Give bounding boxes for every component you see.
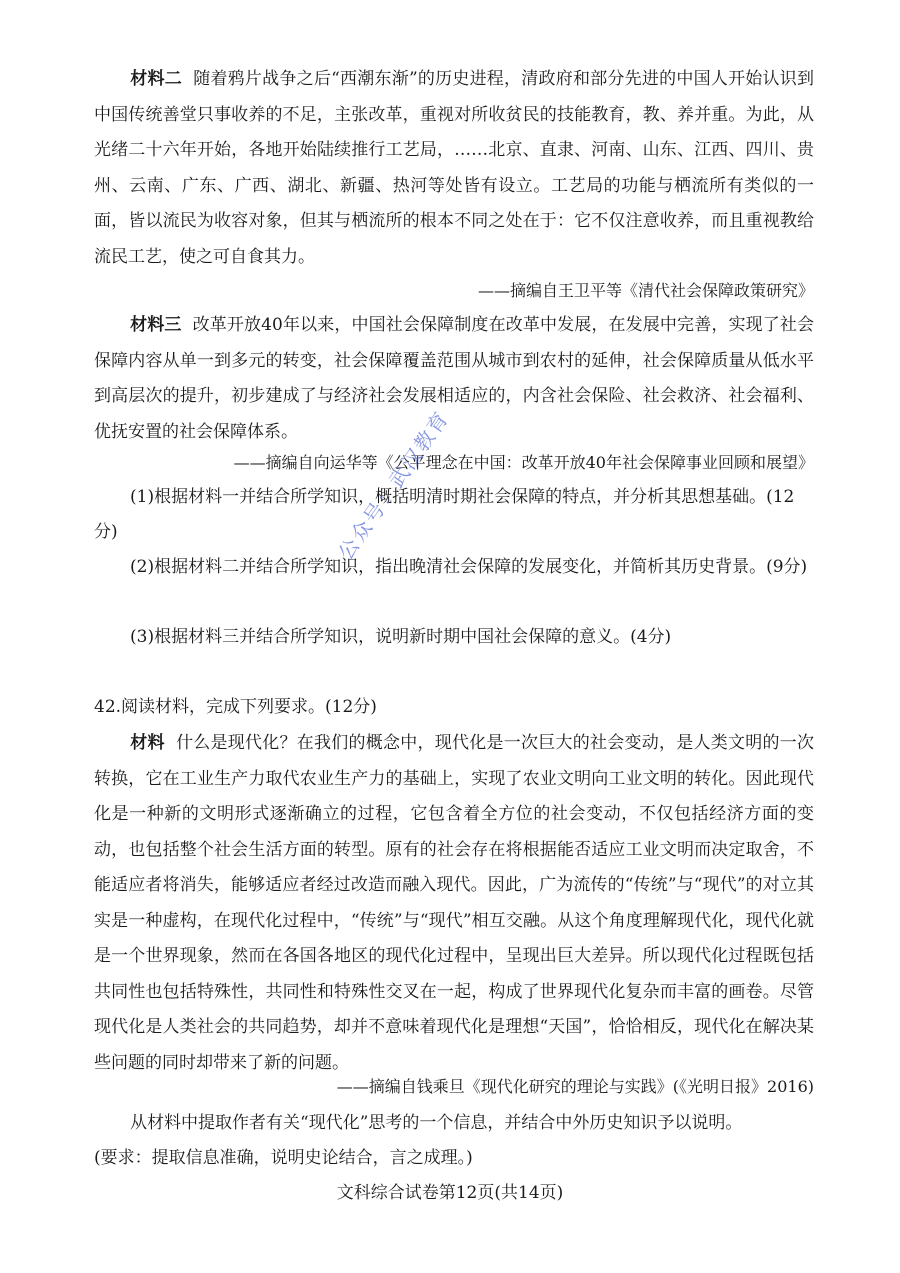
- question-41-1: (1)根据材料一并结合所学知识，概括明清时期社会保障的特点，并分析其思想基础。(12分): [94, 487, 795, 542]
- material-3-label: 材料三: [130, 315, 182, 335]
- question-41-3: (3)根据材料三并结合所学知识，说明新时期中国社会保障的意义。(4分): [130, 627, 672, 647]
- material-3-paragraph: [94, 308, 814, 450]
- material-2-label: 材料二: [130, 69, 182, 89]
- question-42-source: ——摘编自钱乘旦《现代化研究的理论与实践》(《光明日报》2016): [336, 1077, 814, 1096]
- material-3-source: ——摘编自向运华等《公平理念在中国：改革开放40年社会保障事业回顾和展望》: [233, 453, 814, 472]
- question-41-2: (2)根据材料二并结合所学知识，指出晚清社会保障的发展变化，并简析其历史背景。(9分): [130, 557, 808, 577]
- question-42-material: [94, 726, 814, 1081]
- material-2-source: ——摘编自王卫平等《清代社会保障政策研究》: [477, 281, 814, 300]
- question-42-task: 从材料中提取作者有关“现代化”思考的一个信息，并结合中外历史知识予以说明。: [130, 1113, 743, 1133]
- page-footer: 文科综合试卷第12页(共14页): [336, 1183, 564, 1203]
- material-2-paragraph: [94, 62, 814, 275]
- question-42-material-label: 材料: [130, 733, 165, 753]
- material-2-text: 随着鸦片战争之后“西潮东渐”的历史进程，清政府和部分先进的中国人开始认识到中国传统善堂只事收养的不足，主张改革，重视对所收贫民的技能教育，教、养并重。为此，从光绪二十六年开始，各地开始陆续推行工艺局，……北京、直隶、河南、山东、江西、四川、贵州、云南、广东、广西、湖北、新疆、热河等处皆有设立。工艺局的功能与栖流所有类似的一面，皆以流民为收容对象，但其与栖流所的根本不同之处在于：它不仅注意收养，而且重视教给流民工艺，使之可自食其力。: [94, 69, 814, 267]
- watermark: 公众号：武汉教育: [333, 406, 454, 565]
- question-42-requirement: (要求：提取信息准确，说明史论结合，言之成理。): [94, 1148, 473, 1168]
- question-42-material-text: 什么是现代化？在我们的概念中，现代化是一次巨大的社会变动，是人类文明的一次转换，它在工业生产力取代农业生产力的基础上，实现了农业文明向工业文明的转化。因此现代化是一种新的文明形式逐渐确立的过程，它包含着全方位的社会变动，不仅包括经济方面的变动，也包括整个社会生活方面的转型。原有的社会存在将根据能否适应工业文明而决定取舍，不能适应者将消失，能够适应者经过改造而融入现代。因此，广为流传的“传统”与“现代”的对立其实是一种虚构，在现代化过程中，“传统”与“现代”相互交融。从这个角度理解现代化，现代化就是一个世界现象，然而在各国各地区的现代化过程中，呈现出巨大差异。所以现代化过程既包括共同性也包括特殊性，共同性和特殊性交叉在一起，构成了世界现代化复杂而丰富的画卷。尽管现代化是人类社会的共同趋势，却并不意味着现代化是理想“天国”，恰恰相反，现代化在解决某些问题的同时却带来了新的问题。: [94, 733, 815, 1073]
- question-42-title: 42.阅读材料，完成下列要求。(12分): [94, 697, 377, 717]
- material-3-text: 改革开放40年以来，中国社会保障制度在改革中发展，在发展中完善，实现了社会保障内容从单一到多元的转变，社会保障覆盖范围从城市到农村的延伸，社会保障质量从低水平到高层次的提升，初步建成了与经济社会发展相适应的，内含社会保险、社会救济、社会福利、优抚安置的社会保障体系。: [94, 315, 815, 442]
